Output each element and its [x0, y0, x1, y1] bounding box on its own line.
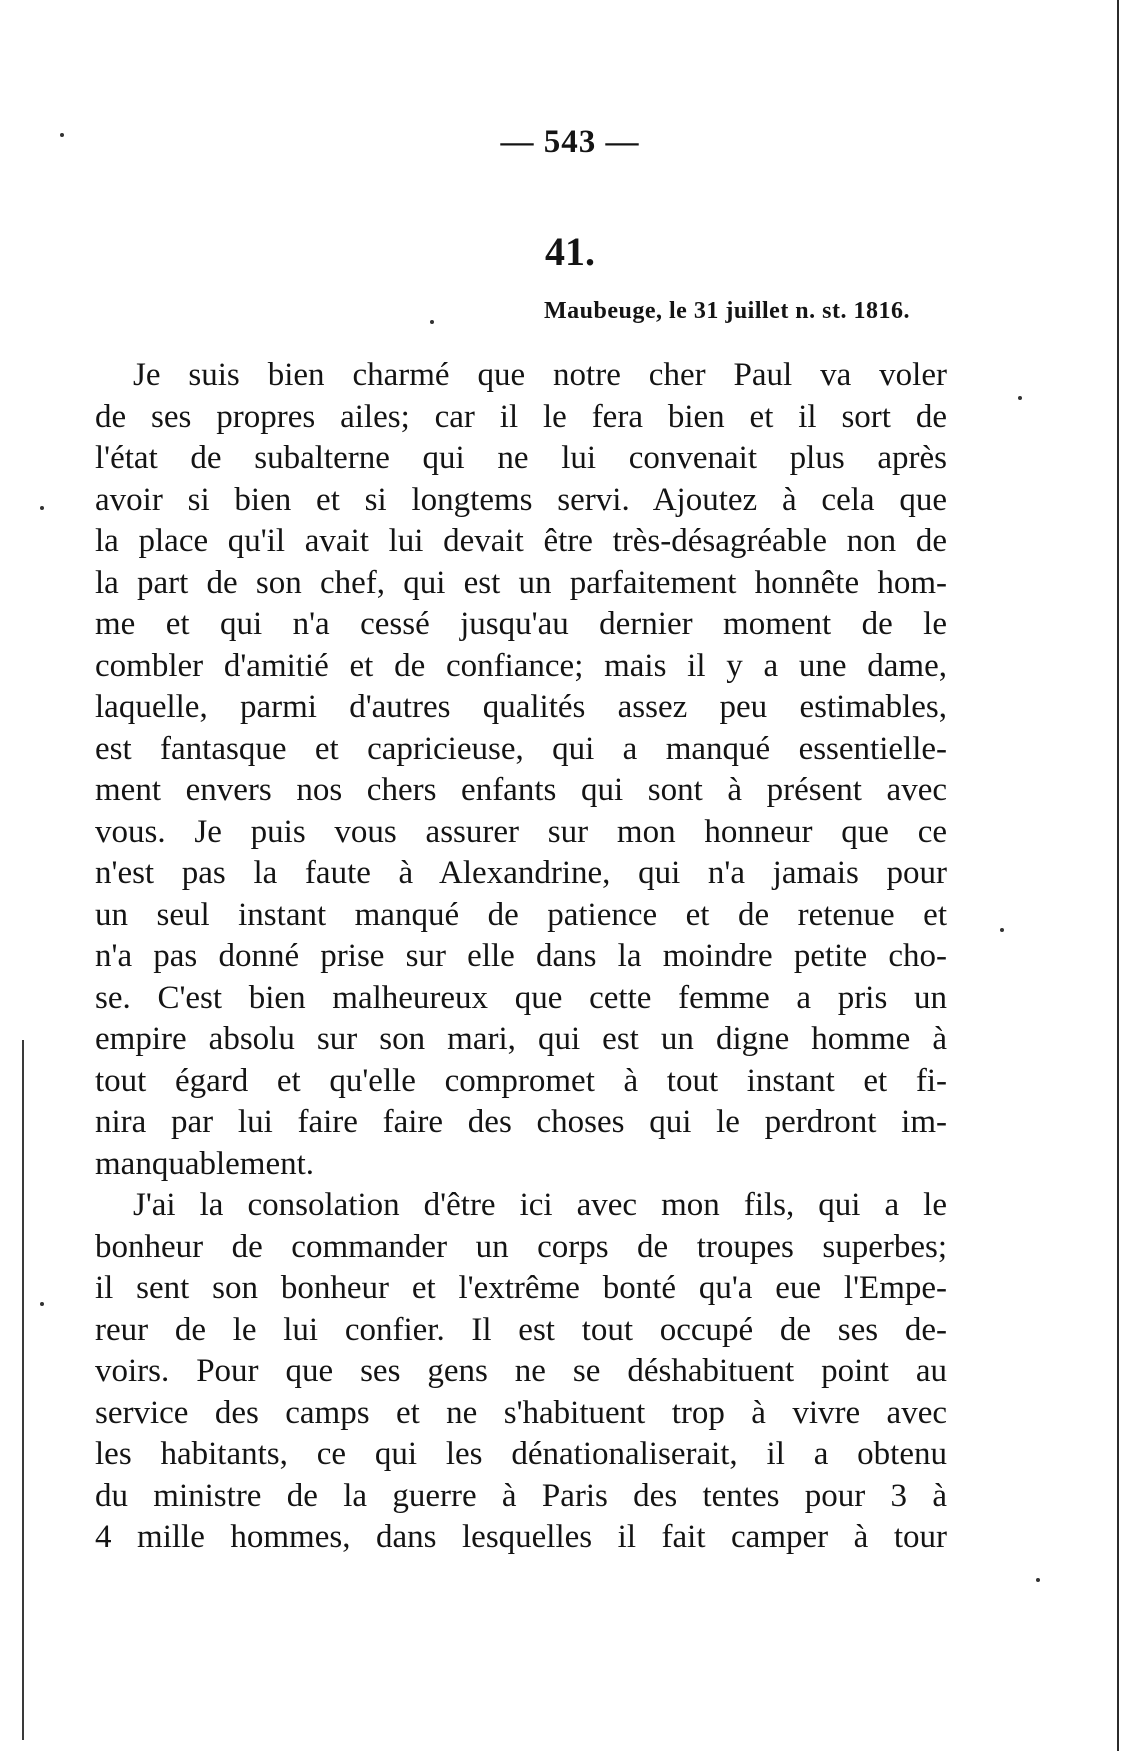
letter-number: 41.	[545, 229, 595, 274]
text-line: service des camps et ne s'habituent trop à vivre avec	[95, 1394, 947, 1431]
text-line: reur de le lui confier. Il est tout occupé de ses de-	[95, 1311, 947, 1348]
scan-speck	[40, 506, 44, 510]
scan-speck	[40, 1302, 44, 1306]
text-line: vous. Je puis vous assurer sur mon honneur que ce	[95, 813, 947, 850]
text-line: tout égard et qu'elle compromet à tout instant et fi-	[95, 1062, 947, 1099]
text-line: laquelle, parmi d'autres qualités assez peu estimables,	[95, 689, 947, 725]
text-line: nira par lui faire faire des choses qui le perdront im-	[95, 1104, 947, 1140]
text-line: un seul instant manqué de patience et de retenue et	[95, 896, 947, 933]
text-line: du ministre de la guerre à Paris des tentes pour 3 à	[95, 1477, 947, 1514]
text-line: me et qui n'a cessé jusqu'au dernier moment de le	[95, 606, 947, 642]
scan-speck	[1018, 396, 1022, 400]
text-line: 4 mille hommes, dans lesquelles il fait camper à tour	[95, 1519, 947, 1555]
scan-speck	[1000, 928, 1004, 932]
text-line: se. C'est bien malheureux que cette femme a pris un	[95, 979, 947, 1016]
text-line: les habitants, ce qui les dénationaliserait, il a obtenu	[95, 1436, 947, 1472]
text-line: combler d'amitié et de confiance; mais il y a une dame,	[95, 647, 947, 684]
page-number: — 543 —	[500, 124, 640, 160]
text-line: Je suis bien charmé que notre cher Paul va voler	[133, 357, 947, 393]
text-line: avoir si bien et si longtems servi. Ajoutez à cela que	[95, 481, 947, 518]
text-line: manquablement.	[95, 1145, 315, 1182]
text-line: empire absolu sur son mari, qui est un digne homme à	[95, 1021, 947, 1057]
text-line: voirs. Pour que ses gens ne se déshabituent point au	[95, 1353, 947, 1389]
text-line: bonheur de commander un corps de troupes superbes;	[95, 1228, 947, 1265]
scan-speck	[430, 320, 434, 324]
dateline: Maubeuge, le 31 juillet n. st. 1816.	[544, 298, 910, 324]
text-line: de ses propres ailes; car il le fera bien et il sort de	[95, 398, 947, 435]
text-line: n'a pas donné prise sur elle dans la moindre petite cho-	[95, 938, 947, 974]
text-line: est fantasque et capricieuse, qui a manqué essentielle-	[95, 730, 947, 767]
letter-body	[95, 355, 947, 1559]
text-line: la place qu'il avait lui devait être très-désagréable non de	[95, 523, 947, 559]
text-line: l'état de subalterne qui ne lui convenait plus après	[95, 440, 947, 476]
text-line: ment envers nos chers enfants qui sont à présent avec	[95, 772, 947, 808]
scan-speck	[1036, 1578, 1040, 1582]
text-line: n'est pas la faute à Alexandrine, qui n'a jamais pour	[95, 855, 947, 891]
text-line: il sent son bonheur et l'extrême bonté qu'a eue l'Empe-	[95, 1270, 947, 1306]
text-line: J'ai la consolation d'être ici avec mon fils, qui a le	[133, 1187, 947, 1223]
text-line: la part de son chef, qui est un parfaitement honnête hom-	[95, 564, 947, 601]
scan-edge-left	[22, 1040, 24, 1740]
